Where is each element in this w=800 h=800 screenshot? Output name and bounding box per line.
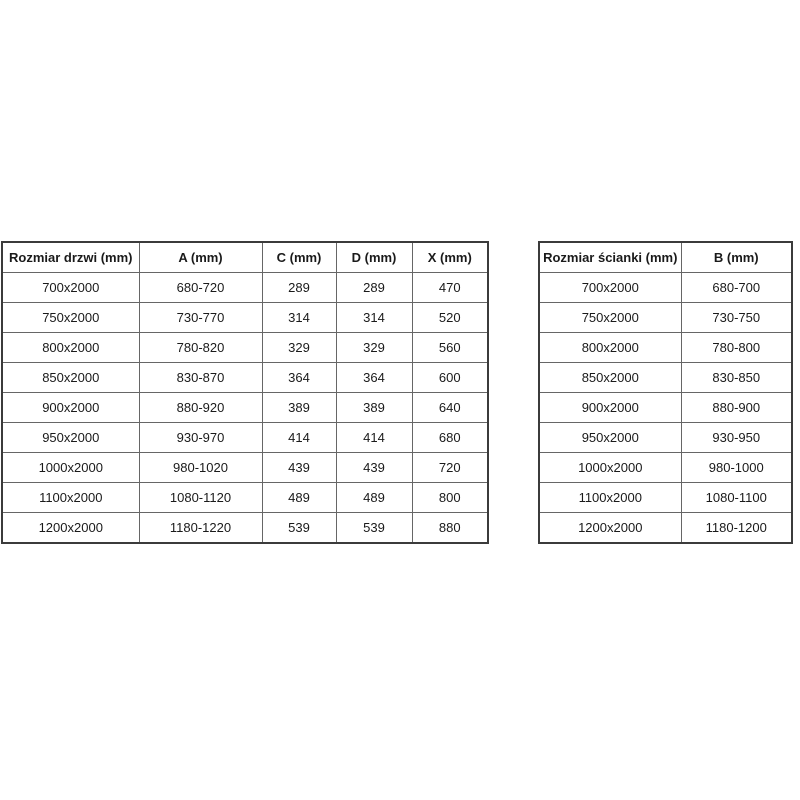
- table-cell: 389: [336, 393, 412, 423]
- table-row: [539, 453, 792, 483]
- door-sizes-table: [1, 241, 489, 544]
- table-row: [2, 393, 488, 423]
- table-row: [2, 333, 488, 363]
- wall-sizes-table-body: [539, 273, 792, 544]
- table-cell: 1100x2000: [539, 483, 681, 513]
- table-cell: 364: [336, 363, 412, 393]
- table-cell: 329: [336, 333, 412, 363]
- table-cell: 800: [412, 483, 488, 513]
- wall-sizes-table-header: [539, 242, 792, 273]
- table-row: [2, 453, 488, 483]
- table-row: [2, 513, 488, 544]
- table-cell: 750x2000: [2, 303, 139, 333]
- table-cell: 520: [412, 303, 488, 333]
- table-cell: 800x2000: [539, 333, 681, 363]
- table-cell: 470: [412, 273, 488, 303]
- table-cell: 1200x2000: [2, 513, 139, 544]
- table-cell: 830-850: [681, 363, 792, 393]
- table-cell: 880-920: [139, 393, 262, 423]
- table-cell: 950x2000: [2, 423, 139, 453]
- table-cell: 880: [412, 513, 488, 544]
- table-cell: 980-1000: [681, 453, 792, 483]
- table-cell: 950x2000: [539, 423, 681, 453]
- table-cell: 680-720: [139, 273, 262, 303]
- table-cell: 900x2000: [539, 393, 681, 423]
- table-cell: 1180-1200: [681, 513, 792, 544]
- table-cell: 900x2000: [2, 393, 139, 423]
- table-header-row: [2, 242, 488, 273]
- table-cell: 850x2000: [539, 363, 681, 393]
- table-cell: 1200x2000: [539, 513, 681, 544]
- table-cell: 414: [336, 423, 412, 453]
- table-row: [539, 333, 792, 363]
- table-cell: 880-900: [681, 393, 792, 423]
- table-cell: 439: [336, 453, 412, 483]
- table-row: [539, 423, 792, 453]
- table-cell: 314: [336, 303, 412, 333]
- table-cell: 800x2000: [2, 333, 139, 363]
- table-cell: 439: [262, 453, 336, 483]
- table-cell: 539: [336, 513, 412, 544]
- table-row: [2, 483, 488, 513]
- table-cell: 730-750: [681, 303, 792, 333]
- table-row: [2, 423, 488, 453]
- header-cell-door-size: Rozmiar drzwi (mm): [2, 242, 139, 273]
- table-cell: 600: [412, 363, 488, 393]
- table-row: [539, 483, 792, 513]
- table-row: [2, 273, 488, 303]
- table-cell: 780-800: [681, 333, 792, 363]
- table-cell: 289: [336, 273, 412, 303]
- header-cell-wall-size: Rozmiar ścianki (mm): [539, 242, 681, 273]
- table-cell: 560: [412, 333, 488, 363]
- table-cell: 1000x2000: [539, 453, 681, 483]
- table-row: [539, 393, 792, 423]
- table-cell: 1000x2000: [2, 453, 139, 483]
- door-sizes-table-header: [2, 242, 488, 273]
- table-cell: 930-970: [139, 423, 262, 453]
- table-cell: 1180-1220: [139, 513, 262, 544]
- header-cell-b: B (mm): [681, 242, 792, 273]
- table-cell: 730-770: [139, 303, 262, 333]
- table-cell: 830-870: [139, 363, 262, 393]
- table-header-row: [539, 242, 792, 273]
- table-cell: 680: [412, 423, 488, 453]
- header-cell-c: C (mm): [262, 242, 336, 273]
- table-cell: 700x2000: [539, 273, 681, 303]
- table-cell: 700x2000: [2, 273, 139, 303]
- table-cell: 780-820: [139, 333, 262, 363]
- header-cell-d: D (mm): [336, 242, 412, 273]
- table-cell: 489: [262, 483, 336, 513]
- table-cell: 289: [262, 273, 336, 303]
- table-cell: 414: [262, 423, 336, 453]
- table-cell: 329: [262, 333, 336, 363]
- table-cell: 489: [336, 483, 412, 513]
- table-cell: 720: [412, 453, 488, 483]
- header-cell-x: X (mm): [412, 242, 488, 273]
- table-cell: 1100x2000: [2, 483, 139, 513]
- table-cell: 850x2000: [2, 363, 139, 393]
- table-cell: 750x2000: [539, 303, 681, 333]
- table-cell: 1080-1100: [681, 483, 792, 513]
- wall-sizes-table: [538, 241, 793, 544]
- table-cell: 980-1020: [139, 453, 262, 483]
- table-cell: 364: [262, 363, 336, 393]
- table-row: [2, 303, 488, 333]
- table-row: [539, 363, 792, 393]
- table-row: [2, 363, 488, 393]
- table-cell: 314: [262, 303, 336, 333]
- table-cell: 640: [412, 393, 488, 423]
- table-cell: 1080-1120: [139, 483, 262, 513]
- door-sizes-table-body: [2, 273, 488, 544]
- table-cell: 680-700: [681, 273, 792, 303]
- header-cell-a: A (mm): [139, 242, 262, 273]
- table-cell: 389: [262, 393, 336, 423]
- table-row: [539, 303, 792, 333]
- table-row: [539, 513, 792, 544]
- table-cell: 930-950: [681, 423, 792, 453]
- table-cell: 539: [262, 513, 336, 544]
- table-row: [539, 273, 792, 303]
